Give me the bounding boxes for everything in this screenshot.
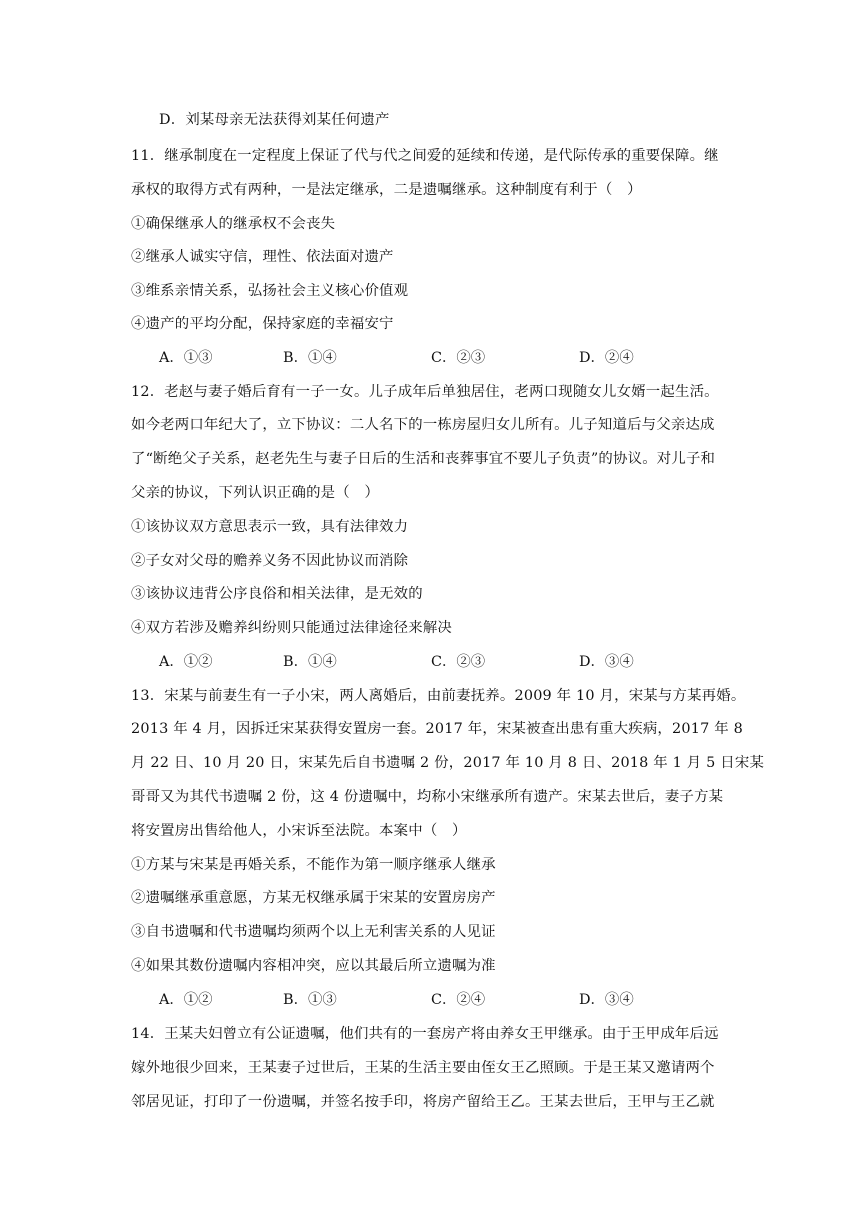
q14-stem-line-1: 14．王某夫妇曾立有公证遗嘱，他们共有的一套房产将由养女王甲继承。由于王甲成年后远 xyxy=(131,1026,719,1042)
q13-stem-line-5: 将安置房出售给他人，小宋诉至法院。本案中（ ） xyxy=(131,823,467,839)
q12-item-1: ①该协议双方意思表示一致，具有法律效力 xyxy=(131,519,409,535)
q13-stem-line-4: 哥哥又为其代书遗嘱 2 份，这 4 份遗嘱中，均称小宋继承所有遗产。宋某去世后，妻子方某 xyxy=(131,789,724,805)
q11-option-a: A．①③ xyxy=(159,350,213,366)
q14-stem-line-3: 邻居见证，打印了一份遗嘱，并签名按手印，将房产留给王乙。王某去世后，王甲与王乙就 xyxy=(131,1094,715,1110)
q11-item-2: ②继承人诚实守信，理性、依法面对遗产 xyxy=(131,249,394,265)
q13-options xyxy=(0,991,860,1009)
q13-item-4: ④如果其数份遗嘱内容相冲突，应以其最后所立遗嘱为准 xyxy=(131,958,496,974)
q13-stem-line-2: 2013 年 4 月，因拆迁宋某获得安置房一套。2017 年，宋某被查出患有重大疾病，2017 年 8 xyxy=(131,721,743,737)
q11-item-3: ③维系亲情关系，弘扬社会主义核心价值观 xyxy=(131,283,409,299)
q12-item-2: ②子女对父母的赡养义务不因此协议而消除 xyxy=(131,553,409,569)
prev-option-d: D．刘某母亲无法获得刘某任何遗产 xyxy=(159,112,390,128)
q14-stem-line-2: 嫁外地很少回来，王某妻子过世后，王某的生活主要由侄女王乙照顾。于是王某又邀请两个 xyxy=(131,1060,715,1076)
q11-item-1: ①确保继承人的继承权不会丧失 xyxy=(131,216,336,232)
q11-item-4: ④遗产的平均分配，保持家庭的幸福安宁 xyxy=(131,316,394,332)
q13-stem-line-1: 13．宋某与前妻生有一子小宋，两人离婚后，由前妻抚养。2009 年 10 月，宋某与方某再婚。 xyxy=(131,688,746,704)
q12-option-a: A．①② xyxy=(159,654,213,670)
q13-option-b: B．①③ xyxy=(283,992,337,1008)
q12-stem-line-1: 12．老赵与妻子婚后育有一子一女。儿子成年后单独居住，老两口现随女儿女婿一起生活。 xyxy=(131,384,719,400)
q11-stem-line-1: 11．继承制度在一定程度上保证了代与代之间爱的延续和传递，是代际传承的重要保障。继 xyxy=(131,148,719,164)
q12-stem-line-2: 如今老两口年纪大了，立下协议：二人名下的一栋房屋归女儿所有。儿子知道后与父亲达成 xyxy=(131,417,715,433)
q13-stem-line-3: 月 22 日、10 月 20 日，宋某先后自书遗嘱 2 份，2017 年 10 月 8 日、2018 年 1 月 5 日宋某 xyxy=(131,755,765,771)
q13-option-a: A．①② xyxy=(159,992,213,1008)
q12-option-b: B．①④ xyxy=(283,654,337,670)
q11-options xyxy=(0,349,860,367)
q13-option-c: C．②④ xyxy=(431,992,486,1008)
q13-item-3: ③自书遗嘱和代书遗嘱均须两个以上无利害关系的人见证 xyxy=(131,924,496,940)
q11-stem-line-2: 承权的取得方式有两种，一是法定继承，二是遗嘱继承。这种制度有利于（ ） xyxy=(131,182,642,198)
q11-option-d: D．②④ xyxy=(579,350,634,366)
q11-option-c: C．②③ xyxy=(431,350,486,366)
q12-item-4: ④双方若涉及赡养纠纷则只能通过法律途径来解决 xyxy=(131,620,452,636)
q13-item-1: ①方某与宋某是再婚关系，不能作为第一顺序继承人继承 xyxy=(131,857,496,873)
q11-option-b: B．①④ xyxy=(283,350,337,366)
q12-stem-line-3: 了“断绝父子关系，赵老先生与妻子日后的生活和丧葬事宜不要儿子负责”的协议。对儿子和 xyxy=(131,451,716,467)
q12-options xyxy=(0,653,860,671)
q12-option-d: D．③④ xyxy=(579,654,634,670)
q12-item-3: ③该协议违背公序良俗和相关法律，是无效的 xyxy=(131,586,423,602)
q13-item-2: ②遗嘱继承重意愿，方某无权继承属于宋某的安置房房产 xyxy=(131,890,496,906)
q13-option-d: D．③④ xyxy=(579,992,634,1008)
q12-stem-line-4: 父亲的协议，下列认识正确的是（ ） xyxy=(131,485,380,501)
q12-option-c: C．②③ xyxy=(431,654,486,670)
